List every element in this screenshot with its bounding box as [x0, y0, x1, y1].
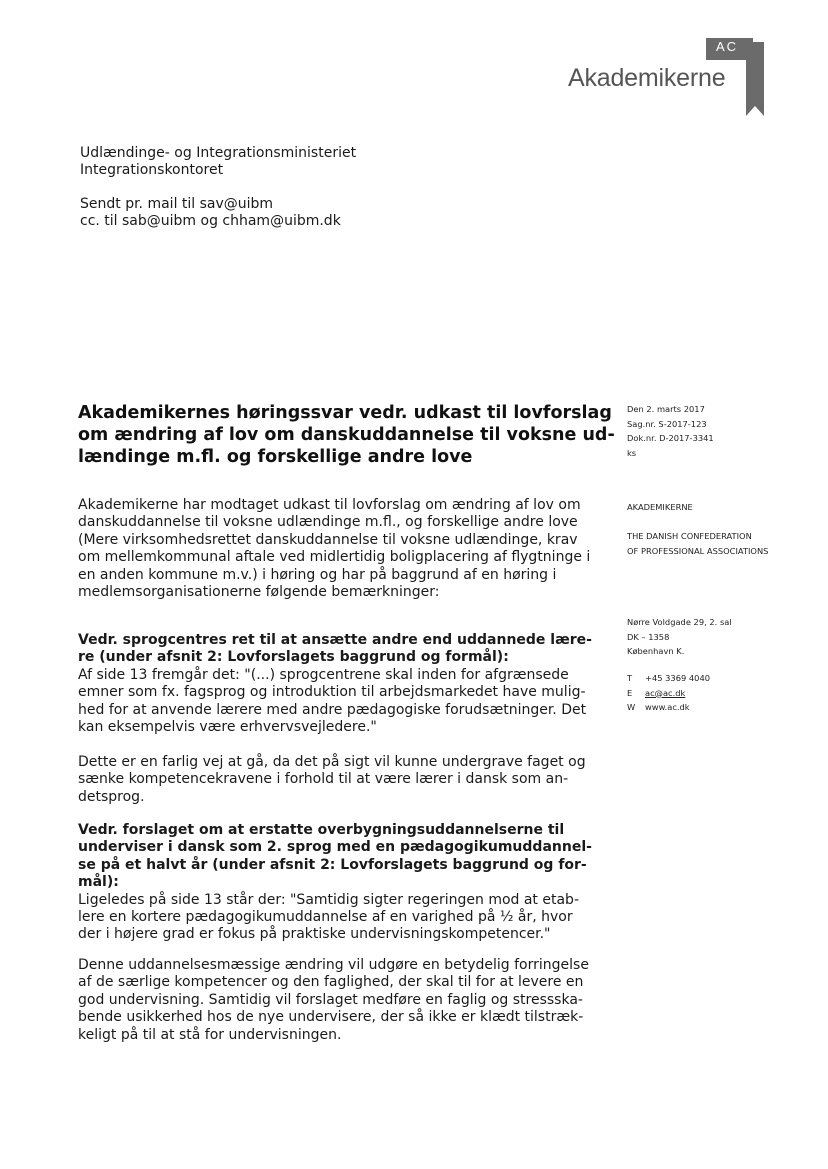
text-line: Ligeledes på side 13 står der: "Samtidig sigter regeringen mod at etab-: [78, 891, 579, 908]
section-2-comment: [78, 957, 598, 1044]
contact-phone: T +45 3369 4040: [627, 673, 711, 683]
org-en-line: THE DANISH CONFEDERATION: [627, 531, 752, 541]
title-line: om ændring af lov om danskuddannelse til voksne ud-: [78, 425, 615, 445]
text-line: kan eksempelvis være erhvervsvejledere.": [78, 719, 377, 736]
text-line: medlemsorganisationerne følgende bemærkninger:: [78, 584, 440, 601]
recipient-line: Integrationskontoret: [80, 162, 224, 178]
section-heading: se på et halvt år (under afsnit 2: Lovforslagets baggrund og for-: [78, 856, 587, 873]
case-meta: [627, 402, 714, 460]
text-line: god undervisning. Samtidig vil forslaget medføre en faglig og stressska-: [78, 991, 583, 1008]
section-heading: Vedr. forslaget om at erstatte overbygningsuddannelserne til: [78, 822, 565, 838]
contact-email[interactable]: E ac@ac.dk: [627, 687, 686, 698]
intro-paragraph: [78, 497, 598, 601]
address-city: København K.: [627, 646, 685, 656]
meta-case-no: Sag.nr. S-2017-123: [627, 418, 707, 429]
contact-info: [627, 671, 710, 715]
text-line: detsprog.: [78, 788, 145, 805]
text-line: Af side 13 fremgår det: "(...) sprogcentrene skal inden for afgrænsede: [78, 666, 569, 683]
text-line: (Mere virksomhedsrettet danskuddannelse til voksne udlændinge, krav: [78, 531, 578, 548]
cc-line: cc. til sab@uibm og chham@uibm.dk: [80, 213, 341, 229]
sent-block: [80, 196, 341, 230]
text-line: keligt på til at stå for undervisningen.: [78, 1026, 342, 1043]
text-line: Denne uddannelsesmæssige ændring vil udgøre en betydelig forringelse: [78, 957, 589, 973]
meta-doc-no: Dok.nr. D-2017-3341: [627, 433, 714, 443]
logo-wordmark: Akademikerne: [568, 64, 726, 92]
sent-line: Sendt pr. mail til sav@uibm: [80, 196, 274, 212]
text-line: af de særlige kompetencer og den faglighed, der skal til for at levere en: [78, 974, 584, 991]
text-line: sænke kompetencekravene i forhold til at være lærer i dansk som an-: [78, 771, 569, 788]
contact-web[interactable]: W www.ac.dk: [627, 702, 690, 712]
recipient-line: Udlændinge- og Integrationsministeriet: [80, 145, 357, 161]
section-1-comment: [78, 754, 598, 806]
text-line: bende usikkerhed hos de nye undervisere, der så ikke er klædt tilstræk-: [78, 1009, 584, 1026]
org-english: [627, 529, 768, 558]
meta-date: Den 2. marts 2017: [627, 404, 705, 414]
text-line: hed for at anvende lærere med andre pædagogiske forudsætninger. Det: [78, 701, 587, 718]
address-street: Nørre Voldgade 29, 2. sal: [627, 617, 732, 627]
section-heading: re (under afsnit 2: Lovforslagets baggrund og formål):: [78, 649, 509, 666]
meta-initials: ks: [627, 447, 637, 458]
text-line: Akademikerne har modtaget udkast til lovforslag om ændring af lov om: [78, 497, 581, 513]
logo-badge: AC: [715, 39, 739, 54]
section-heading: mål):: [78, 874, 119, 891]
text-line: lere en kortere pædagogikumuddannelse af en varighed på ½ år, hvor: [78, 909, 573, 926]
document-title: [78, 402, 615, 468]
title-line: Akademikernes høringssvar vedr. udkast til lovforslag: [78, 403, 612, 423]
postal-address: [627, 615, 732, 659]
recipient-block: [80, 145, 356, 179]
address-postal: DK – 1358: [627, 631, 670, 642]
org-en-line: OF PROFESSIONAL ASSOCIATIONS: [627, 545, 769, 556]
title-line: lændinge m.fl. og forskellige andre love: [78, 447, 473, 467]
ac-logo: [560, 34, 785, 114]
text-line: en anden kommune m.v.) i høring og har på baggrund af en høring i: [78, 566, 557, 583]
section-heading: Vedr. sprogcentres ret til at ansætte andre end uddannede lære-: [78, 632, 592, 648]
text-line: emner som fx. fagsprog og introduktion til arbejdsmarkedet have mulig-: [78, 684, 586, 701]
org-name-text: AKADEMIKERNE: [627, 502, 693, 512]
org-name: [627, 500, 693, 515]
text-line: danskuddannelse til voksne udlændinge m.fl., og forskellige andre love: [78, 514, 578, 531]
text-line: Dette er en farlig vej at gå, da det på sigt vil kunne undergrave faget og: [78, 754, 586, 770]
section-heading: underviser i dansk som 2. sprog med en pædagogikumuddannel-: [78, 839, 592, 856]
section-2: [78, 822, 598, 944]
text-line: om mellemkommunal aftale ved midlertidig boligplacering af flygtninge i: [78, 549, 591, 566]
text-line: der i højere grad er fokus på praktiske undervisningskompetencer.": [78, 926, 551, 943]
section-1: [78, 632, 598, 736]
